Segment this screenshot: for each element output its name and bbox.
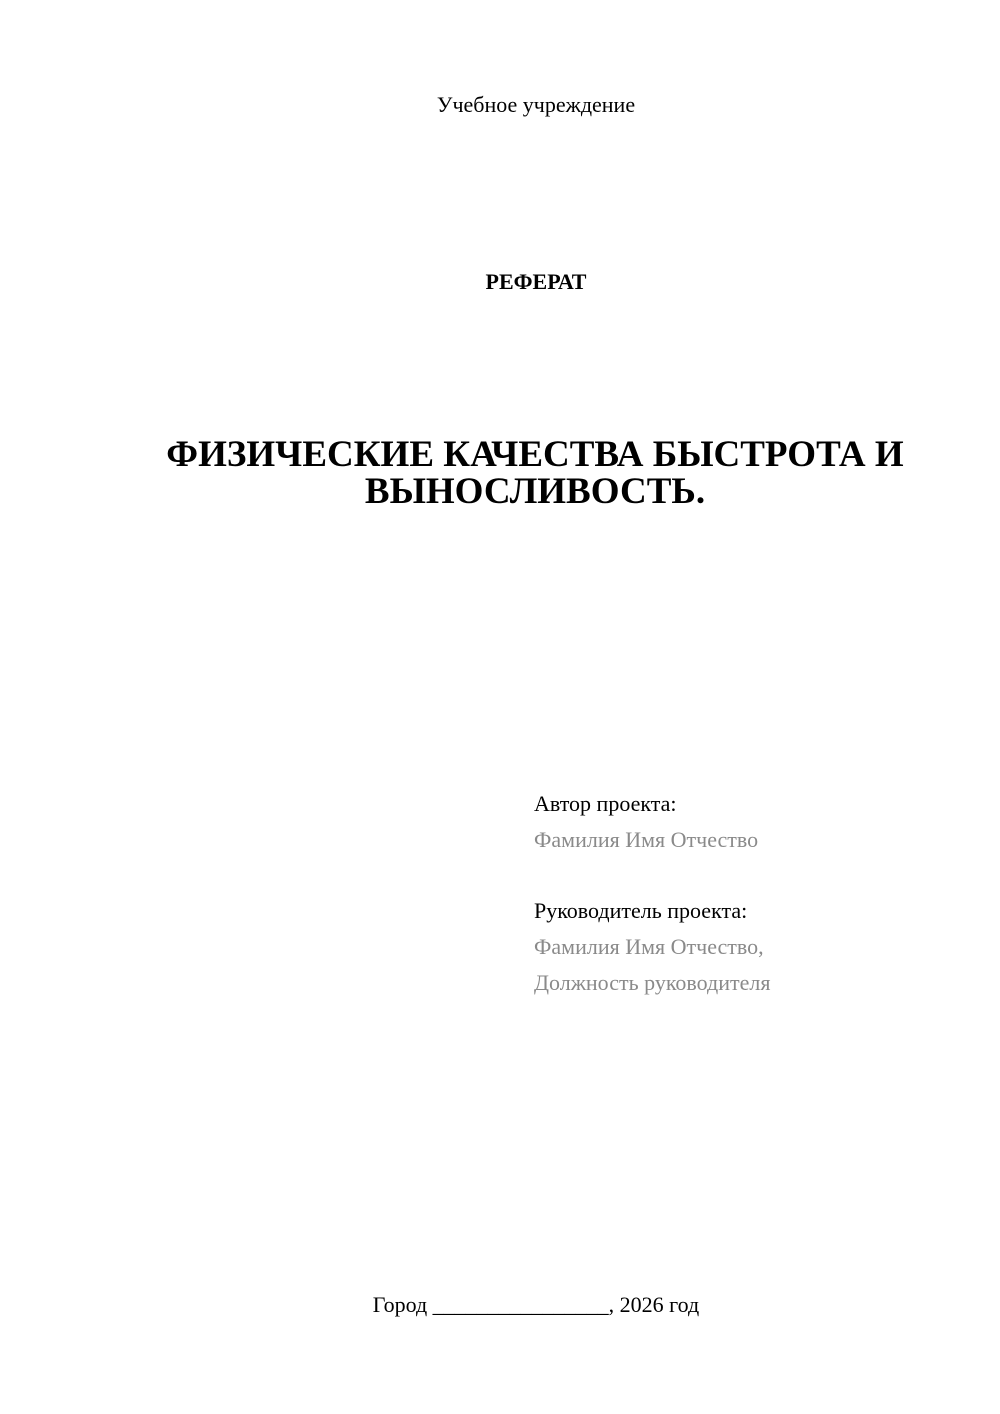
- document-type-heading: РЕФЕРАТ: [485, 269, 587, 294]
- supervisor-position: Должность руководителя: [534, 970, 771, 995]
- document-title-line-2: ВЫНОСЛИВОСТЬ.: [364, 471, 706, 512]
- author-name: Фамилия Имя Отчество: [534, 827, 759, 852]
- supervisor-name: Фамилия Имя Отчество,: [534, 934, 764, 959]
- document-title-line-1: ФИЗИЧЕСКИЕ КАЧЕСТВА БЫСТРОТА И: [166, 434, 904, 475]
- city-year-line: Город ________________, 2026 год: [372, 1292, 700, 1317]
- author-label: Автор проекта:: [534, 791, 677, 816]
- institution-name: Учебное учреждение: [436, 92, 636, 117]
- supervisor-label: Руководитель проекта:: [534, 898, 748, 923]
- supervisor-block: [534, 893, 974, 1001]
- document-title: [130, 436, 940, 510]
- author-block: [534, 786, 974, 858]
